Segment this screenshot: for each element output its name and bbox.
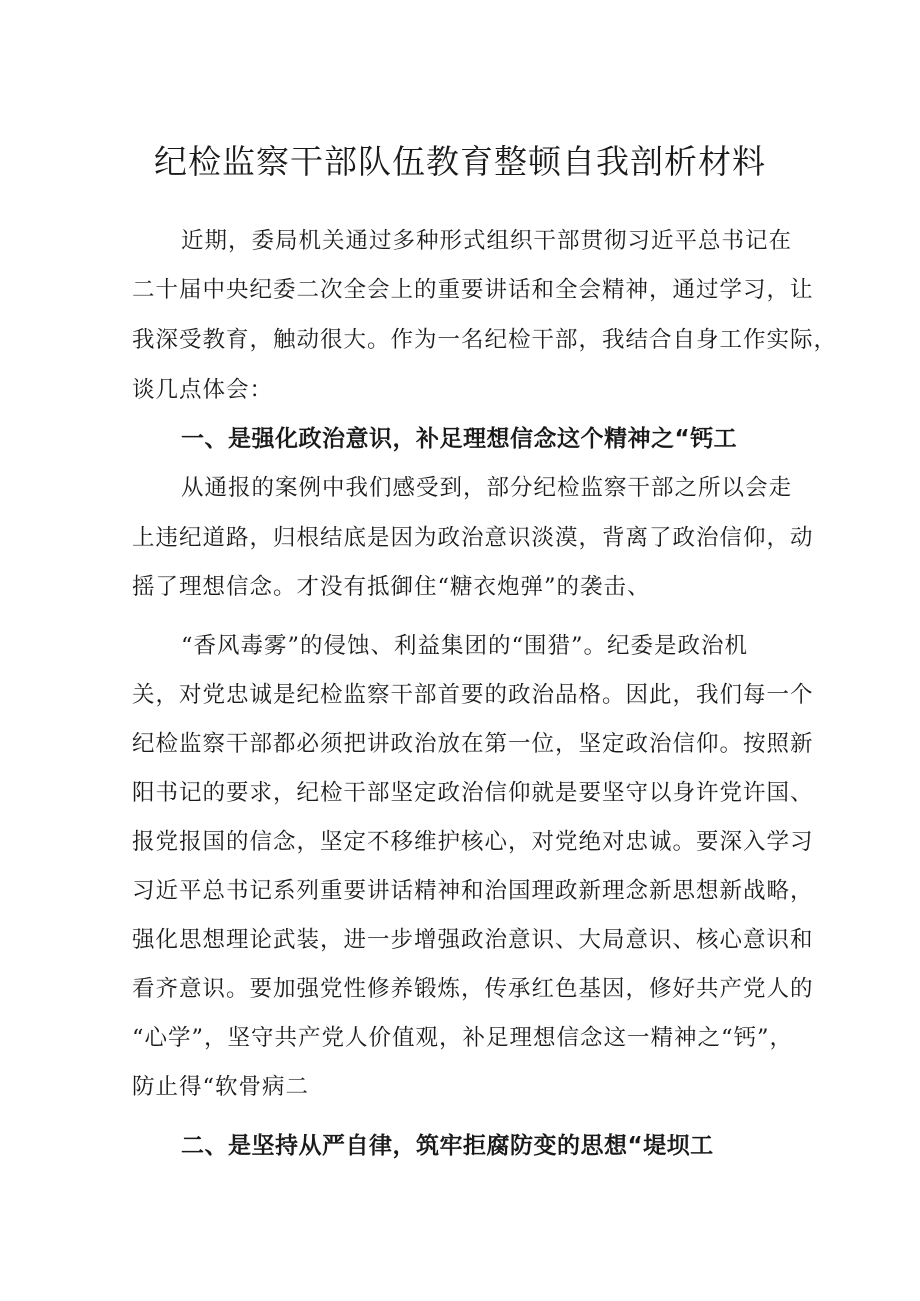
- paragraph-line: 上违纪道路，归根结底是因为政治意识淡漠，背离了政治信仰，动: [132, 525, 814, 551]
- paragraph-line: 纪检监察干部都必须把讲政治放在第一位，坚定政治信仰。按照新: [132, 731, 814, 757]
- paragraph-line: 摇了理想信念。才没有抵御住“糖衣炮弹”的袭击、: [132, 574, 651, 600]
- section-heading-2: 二、是坚持从严自律，筑牢拒腐防变的思想“堤坝工: [181, 1133, 714, 1159]
- paragraph-line: 二十届中央纪委二次全会上的重要讲话和全会精神，通过学习，让: [132, 277, 814, 303]
- paragraph-line: 强化思想理论武装，进一步增强政治意识、大局意识、核心意识和: [132, 927, 814, 953]
- document-title: 纪检监察干部队伍教育整顿自我剖析材料: [154, 142, 766, 181]
- paragraph-line: 从通报的案例中我们感受到，部分纪检监察干部之所以会走: [181, 475, 793, 501]
- paragraph-line: 报党报国的信念，坚定不移维护核心，对党绝对忠诚。要深入学习: [132, 829, 814, 855]
- paragraph-line: “香风毒雾”的侵蚀、利益集团的“围猎”。纪委是政治机: [181, 633, 749, 659]
- paragraph-line: 防止得“软骨病二: [132, 1074, 310, 1100]
- paragraph-line: “心学”，坚守共产党人价值观，补足理想信念这一精神之“钙”，: [132, 1025, 794, 1051]
- paragraph-line: 我深受教育，触动很大。作为一名纪检干部，我结合自身工作实际，: [132, 327, 838, 353]
- paragraph-line: 近期，委局机关通过多种形式组织干部贯彻习近平总书记在: [181, 228, 793, 254]
- paragraph-line: 谈几点体会：: [132, 377, 274, 403]
- paragraph-line: 看齐意识。要加强党性修养锻炼，传承红色基因，修好共产党人的: [132, 976, 814, 1002]
- paragraph-line: 关，对党忠诚是纪检监察干部首要的政治品格。因此，我们每一个: [132, 682, 814, 708]
- paragraph-line: 习近平总书记系列重要讲话精神和治国理政新理念新思想新战略，: [132, 878, 814, 904]
- section-heading-1: 一、是强化政治意识，补足理想信念这个精神之“钙工: [181, 426, 738, 452]
- paragraph-line: 阳书记的要求，纪检干部坚定政治信仰就是要坚守以身许党许国、: [132, 780, 814, 806]
